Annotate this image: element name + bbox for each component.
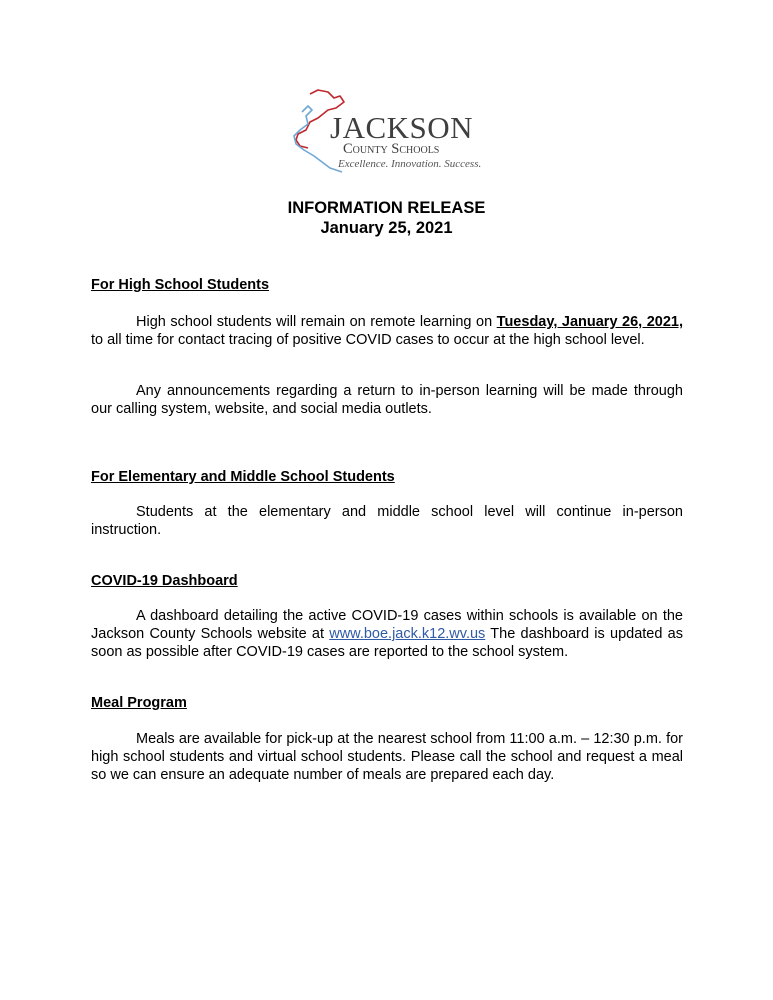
- paragraph-high-school-remote: [91, 313, 683, 349]
- website-link[interactable]: www.boe.jack.k12.wv.us: [329, 626, 486, 642]
- document-title: INFORMATION RELEASE: [287, 199, 486, 217]
- logo-tagline: Excellence. Innovation. Success.: [338, 158, 482, 170]
- section-heading-elementary: For Elementary and Middle School Students: [91, 469, 395, 485]
- section-heading-meal-program: Meal Program: [91, 695, 187, 711]
- section-heading-dashboard: COVID-19 Dashboard: [91, 573, 238, 589]
- text-span: to all time for contact tracing of positive COVID cases to occur at the high school level.: [91, 332, 645, 348]
- logo-subtitle: County Schools: [343, 141, 440, 157]
- emphasized-date: Tuesday, January 26, 2021,: [496, 314, 683, 330]
- paragraph-dashboard: [91, 607, 683, 661]
- text-span: High school students will remain on remote learning on: [136, 314, 497, 330]
- logo-name: JACKSON: [330, 110, 474, 145]
- text-span: The dashboard is updated as soon as possible after COVID-19 cases are reported to the school system.: [91, 626, 683, 660]
- section-heading-high-school: For High School Students: [91, 277, 270, 293]
- paragraph-meal-program: Meals are available for pick-up at the nearest school from 11:00 a.m. – 12:30 p.m. for high school students and virtual school students. Please call the school and request a meal so we can ensure an adequate number of meals are prepared each day.: [91, 731, 683, 783]
- paragraph-elementary: Students at the elementary and middle school level will continue in-person instruction.: [91, 504, 683, 538]
- paragraph-announcements: Any announcements regarding a return to in-person learning will be made through our calling system, website, and social media outlets.: [91, 383, 683, 417]
- text-span: A dashboard detailing the active COVID-19 cases within schools is available on the Jackson County Schools website at: [91, 608, 683, 642]
- document-date: January 25, 2021: [320, 219, 453, 237]
- jackson-county-schools-logo: [288, 86, 488, 178]
